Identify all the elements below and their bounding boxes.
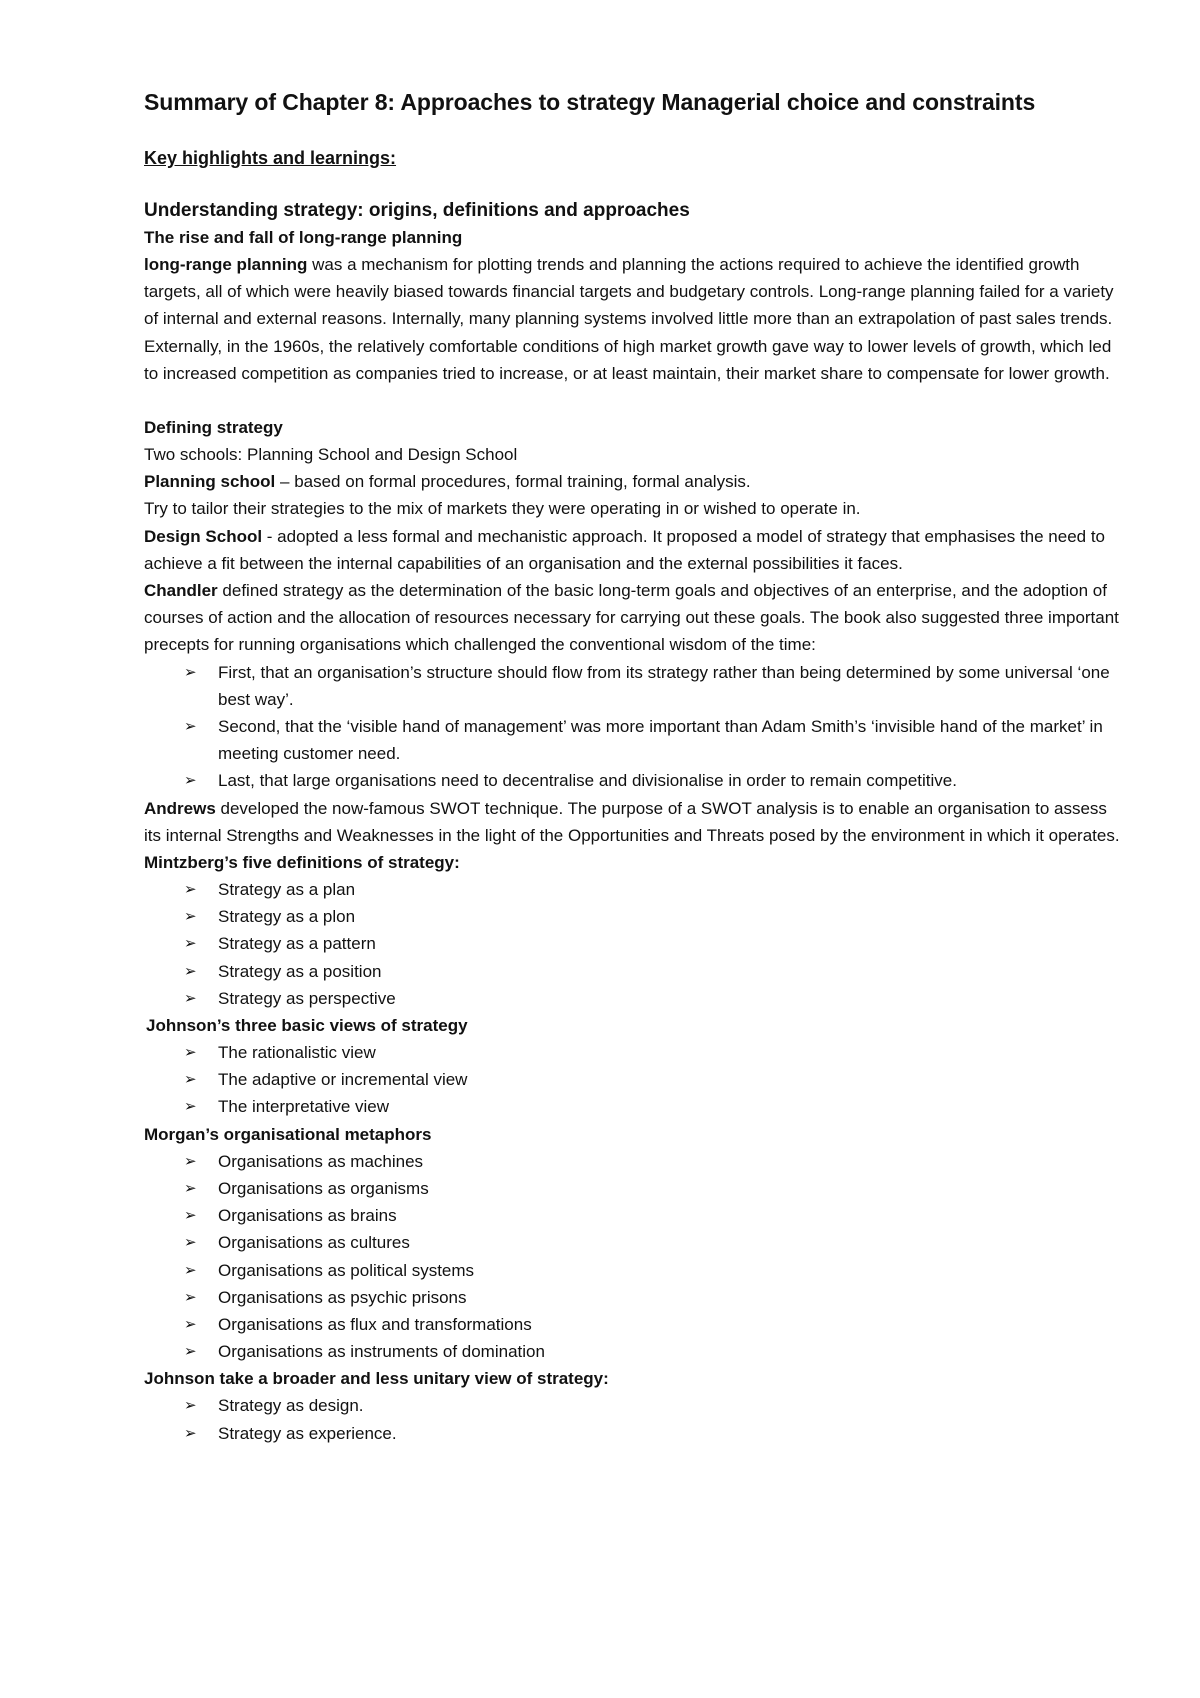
list-item: ➢ First, that an organisation’s structure should flow from its strategy rather than being determined by some universal ‘one best way’.	[184, 659, 1124, 713]
list-item: ➢ Organisations as instruments of domination	[184, 1338, 1124, 1365]
key-highlights-heading: Key highlights and learnings:	[144, 148, 397, 168]
document-title: Summary of Chapter 8: Approaches to strategy Managerial choice and constraints	[144, 89, 1036, 115]
list-item: ➢ Strategy as a plon	[184, 903, 1124, 930]
subheading-rise-fall: The rise and fall of long-range planning	[144, 228, 463, 247]
list-item: ➢ Organisations as political systems	[184, 1257, 1124, 1284]
list-item: ➢ Strategy as a pattern	[184, 930, 1124, 957]
list-item: ➢ Organisations as brains	[184, 1202, 1124, 1229]
arrow-bullet-icon: ➢	[184, 1424, 197, 1442]
subheading-mintzberg: Mintzberg’s five definitions of strategy:	[144, 853, 460, 873]
list-item: ➢ Second, that the ‘visible hand of management’ was more important than Adam Smith’s ‘invisible hand of the market’ in meeting customer need.	[184, 713, 1124, 767]
arrow-bullet-icon: ➢	[184, 1207, 197, 1225]
arrow-bullet-icon: ➢	[184, 1098, 197, 1116]
term-design-school: Design School	[144, 526, 263, 546]
precepts-list	[144, 659, 1124, 795]
document-page	[144, 88, 1124, 1447]
arrow-bullet-icon: ➢	[184, 908, 197, 926]
term-andrews: Andrews	[144, 798, 216, 818]
list-item: ➢ Organisations as machines	[184, 1148, 1124, 1175]
term-chandler: Chandler	[144, 581, 218, 601]
list-item: ➢ Last, that large organisations need to decentralise and divisionalise in order to remain competitive.	[184, 767, 1124, 794]
list-item: ➢ The interpretative view	[184, 1093, 1124, 1120]
arrow-bullet-icon: ➢	[184, 881, 197, 899]
arrow-bullet-icon: ➢	[184, 1261, 197, 1279]
text-andrews: developed the now-famous SWOT technique. The purpose of a SWOT analysis is to enable an organisation to assess its internal Strengths and Weaknesses in the light of the Opportunities and Threats posed by the environment in which it operates.	[144, 798, 1120, 845]
paragraph-tailor: Try to tailor their strategies to the mix of markets they were operating in or wished to operate in.	[144, 499, 861, 519]
arrow-bullet-icon: ➢	[184, 1234, 197, 1252]
mintzberg-list	[144, 876, 1124, 1012]
arrow-bullet-icon: ➢	[184, 772, 197, 790]
subheading-johnson-broader: Johnson take a broader and less unitary view of strategy:	[144, 1369, 609, 1389]
text-planning-school: – based on formal procedures, formal training, formal analysis.	[275, 472, 751, 492]
arrow-bullet-icon: ➢	[184, 1397, 197, 1415]
term-planning-school: Planning school	[144, 472, 276, 492]
arrow-bullet-icon: ➢	[184, 935, 197, 953]
arrow-bullet-icon: ➢	[184, 1343, 197, 1361]
list-item: ➢ Strategy as a plan	[184, 876, 1124, 903]
paragraph-design-school	[144, 523, 1124, 577]
list-item: ➢ The rationalistic view	[184, 1039, 1124, 1066]
text-long-range-planning: was a mechanism for plotting trends and planning the actions required to achieve the identified growth targets, all of which were heavily biased towards financial targets and budgetary controls. Long-range planning failed for a variety of internal and external reasons. Internally, many planning systems involved little more than an extrapolation of past sales trends. Externally, in the 1960s, the relatively comfortable conditions of high market growth gave way to lower levels of growth, which led to increased competition as companies tried to increase, or at least maintain, their market share to compensate for lower growth.	[144, 255, 1114, 383]
section-heading-understanding: Understanding strategy: origins, definitions and approaches	[144, 200, 690, 221]
paragraph-andrews	[144, 795, 1124, 849]
paragraph-chandler	[144, 577, 1124, 659]
paragraph-planning-school	[144, 468, 1124, 495]
paragraph-long-range-planning	[144, 251, 1124, 387]
arrow-bullet-icon: ➢	[184, 989, 197, 1007]
arrow-bullet-icon: ➢	[184, 1152, 197, 1170]
list-item: ➢ The adaptive or incremental view	[184, 1066, 1124, 1093]
arrow-bullet-icon: ➢	[184, 1044, 197, 1062]
list-item: ➢ Organisations as organisms	[184, 1175, 1124, 1202]
arrow-bullet-icon: ➢	[184, 1315, 197, 1333]
johnson-broader-list	[144, 1392, 1124, 1446]
arrow-bullet-icon: ➢	[184, 1179, 197, 1197]
list-item: ➢ Strategy as a position	[184, 958, 1124, 985]
list-item: ➢ Strategy as perspective	[184, 985, 1124, 1012]
arrow-bullet-icon: ➢	[184, 663, 197, 681]
list-item: ➢ Organisations as cultures	[184, 1229, 1124, 1256]
arrow-bullet-icon: ➢	[184, 718, 197, 736]
list-item: ➢ Strategy as design.	[184, 1392, 1124, 1419]
text-design-school: - adopted a less formal and mechanistic approach. It proposed a model of strategy that emphasises the need to achieve a fit between the internal capabilities of an organisation and the external possibilities it faces.	[144, 526, 1106, 573]
paragraph-two-schools: Two schools: Planning School and Design School	[144, 445, 518, 465]
arrow-bullet-icon: ➢	[184, 1288, 197, 1306]
subheading-defining-strategy: Defining strategy	[144, 418, 283, 438]
list-item: ➢ Organisations as psychic prisons	[184, 1284, 1124, 1311]
text-chandler: defined strategy as the determination of the basic long-term goals and objectives of an enterprise, and the adoption of courses of action and the allocation of resources necessary for carrying out these goals. The book also suggested three important precepts for running organisations which challenged the conventional wisdom of the time:	[144, 581, 1119, 655]
arrow-bullet-icon: ➢	[184, 1071, 197, 1089]
list-item: ➢ Strategy as experience.	[184, 1420, 1124, 1447]
subheading-morgan: Morgan’s organisational metaphors	[144, 1124, 432, 1144]
spacer	[144, 387, 1124, 414]
johnson-views-list	[144, 1039, 1124, 1121]
morgan-list	[144, 1148, 1124, 1366]
list-item: ➢ Organisations as flux and transformations	[184, 1311, 1124, 1338]
arrow-bullet-icon: ➢	[184, 962, 197, 980]
term-long-range-planning: long-range planning	[144, 255, 308, 274]
subheading-johnson-views: Johnson’s three basic views of strategy	[146, 1016, 468, 1036]
